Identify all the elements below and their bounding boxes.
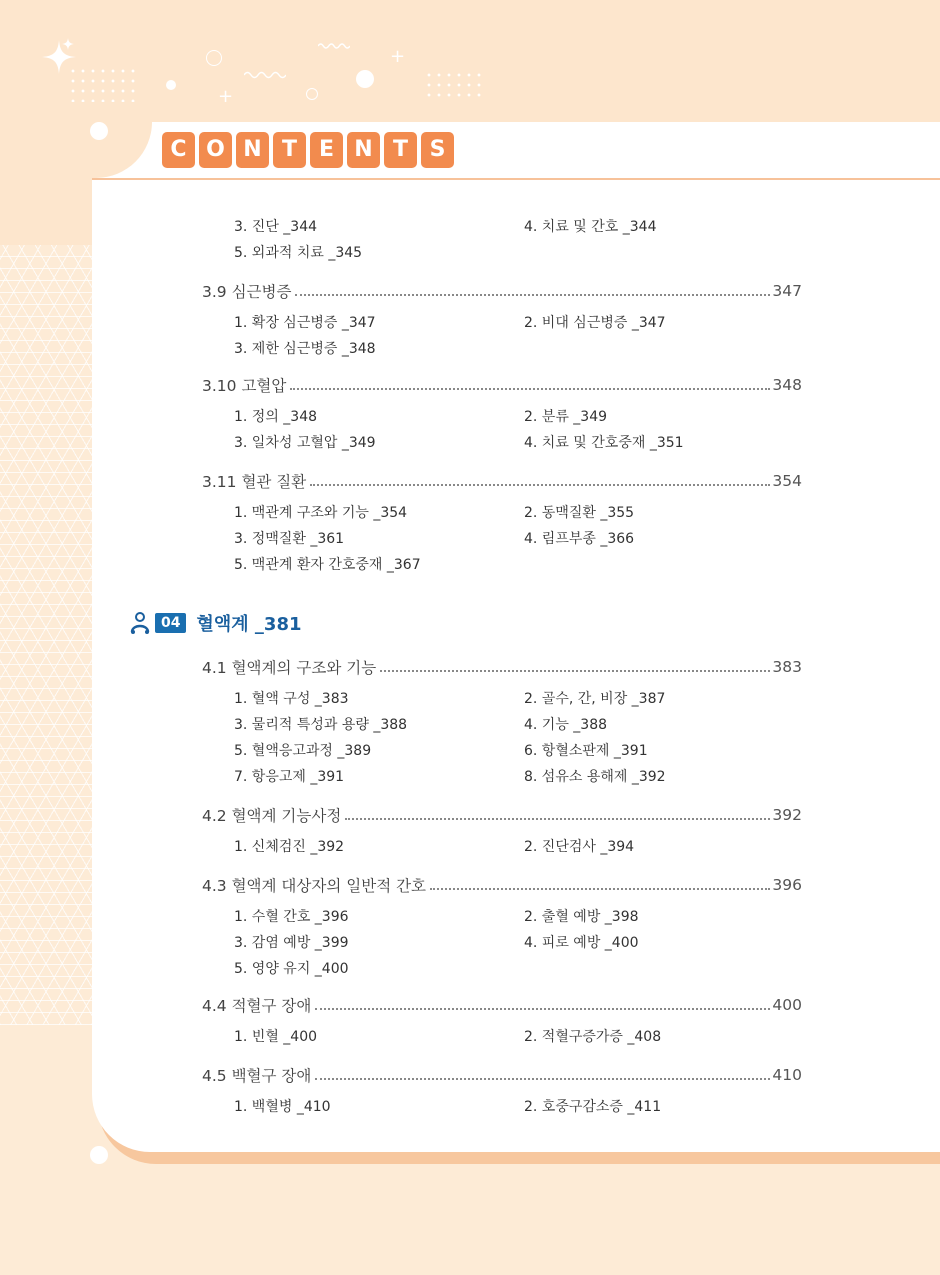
plus-icon: +: [218, 86, 234, 107]
page-title: [162, 132, 454, 168]
toc-item[interactable]: 5. 영양 유지 _400: [234, 961, 349, 977]
dot-leader: [315, 1078, 770, 1080]
chapter-number-badge: 04: [155, 613, 186, 633]
toc-item[interactable]: 1. 신체검진 _392: [234, 839, 345, 855]
toc-item[interactable]: 1. 정의 _348: [234, 409, 318, 425]
ring-decoration: [206, 50, 222, 66]
dot-leader: [315, 1008, 770, 1010]
toc-item[interactable]: 4. 림프부종 _366: [524, 531, 635, 547]
toc-item[interactable]: 3. 진단 _344: [234, 219, 318, 235]
toc-item[interactable]: 1. 맥관계 구조와 기능 _354: [234, 505, 408, 521]
toc-item[interactable]: 4. 치료 및 간호중재 _351: [524, 435, 684, 451]
toc-section-heading[interactable]: [202, 994, 802, 1016]
wave-decoration: [318, 42, 350, 50]
section-page: 347: [772, 282, 802, 300]
section-page: 392: [772, 806, 802, 824]
title-letter: T: [273, 132, 306, 168]
dot-grid-decoration: [424, 70, 486, 102]
toc-item[interactable]: 4. 치료 및 간호 _344: [524, 219, 657, 235]
chapter-heading[interactable]: [130, 610, 302, 636]
section-page: 383: [772, 658, 802, 676]
plus-icon: +: [390, 46, 406, 67]
dot-leader: [295, 294, 770, 296]
dot-leader: [310, 484, 770, 486]
toc-item[interactable]: 2. 진단검사 _394: [524, 839, 635, 855]
section-title: 4.4 적혈구 장애: [202, 997, 312, 1015]
toc-item[interactable]: 3. 물리적 특성과 용량 _388: [234, 717, 408, 733]
section-title: 4.3 혈액계 대상자의 일반적 간호: [202, 877, 427, 895]
toc-item[interactable]: 8. 섬유소 용해제 _392: [524, 769, 666, 785]
toc-item[interactable]: 2. 분류 _349: [524, 409, 608, 425]
dot-grid-decoration: [68, 66, 140, 102]
toc-item[interactable]: 1. 혈액 구성 _383: [234, 691, 349, 707]
toc-item[interactable]: 1. 수혈 간호 _396: [234, 909, 349, 925]
dot-decoration: [356, 70, 374, 88]
section-title: 3.10 고혈압: [202, 377, 287, 395]
toc-item[interactable]: 1. 확장 심근병증 _347: [234, 315, 376, 331]
toc-item[interactable]: 5. 맥관계 환자 간호중재 _367: [234, 557, 421, 573]
title-letter: C: [162, 132, 195, 168]
toc-item[interactable]: 7. 항응고제 _391: [234, 769, 345, 785]
section-page: 348: [772, 376, 802, 394]
dot-leader: [290, 388, 770, 390]
toc-item[interactable]: 2. 적혈구증가증 _408: [524, 1029, 662, 1045]
side-pattern-strip: [0, 245, 92, 1025]
title-letter: N: [236, 132, 269, 168]
section-page: 354: [772, 472, 802, 490]
toc-item[interactable]: 3. 감염 예방 _399: [234, 935, 349, 951]
section-page: 410: [772, 1066, 802, 1084]
dot-decoration: [166, 80, 176, 90]
dot-leader: [430, 888, 770, 890]
toc-item[interactable]: 1. 백혈병 _410: [234, 1099, 331, 1115]
wave-decoration: [244, 70, 286, 80]
toc-item[interactable]: 2. 동맥질환 _355: [524, 505, 635, 521]
toc-item[interactable]: 3. 제한 심근병증 _348: [234, 341, 376, 357]
section-title: 4.1 혈액계의 구조와 기능: [202, 659, 377, 677]
dot-leader: [380, 670, 770, 672]
header-divider: [92, 178, 940, 180]
title-letter: E: [310, 132, 343, 168]
toc-item[interactable]: 4. 피로 예방 _400: [524, 935, 639, 951]
toc-section-heading[interactable]: [202, 1064, 802, 1086]
toc-item[interactable]: 3. 일차성 고혈압 _349: [234, 435, 376, 451]
title-letter: T: [384, 132, 417, 168]
toc-section-heading[interactable]: [202, 374, 802, 396]
toc-section-heading[interactable]: [202, 656, 802, 678]
person-icon: [130, 612, 150, 634]
title-letter: O: [199, 132, 232, 168]
toc-item[interactable]: 1. 빈혈 _400: [234, 1029, 318, 1045]
title-letter: N: [347, 132, 380, 168]
toc-section-heading[interactable]: [202, 280, 802, 302]
title-letter: S: [421, 132, 454, 168]
section-page: 396: [772, 876, 802, 894]
dot-decoration: [90, 122, 108, 140]
section-title: 4.2 혈액계 기능사정: [202, 807, 342, 825]
toc-item[interactable]: 6. 항혈소판제 _391: [524, 743, 648, 759]
toc-item[interactable]: 2. 골수, 간, 비장 _387: [524, 691, 666, 707]
chapter-title: 혈액계 _381: [196, 614, 302, 635]
section-page: 400: [772, 996, 802, 1014]
toc-item[interactable]: 2. 비대 심근병증 _347: [524, 315, 666, 331]
section-title: 3.11 혈관 질환: [202, 473, 307, 491]
ring-decoration: [306, 88, 318, 100]
toc-section-heading[interactable]: [202, 874, 802, 896]
toc-section-heading[interactable]: [202, 804, 802, 826]
toc-item[interactable]: 2. 호중구감소증 _411: [524, 1099, 662, 1115]
small-sparkle-icon: [62, 38, 74, 50]
toc-section-heading[interactable]: [202, 470, 802, 492]
toc-item[interactable]: 5. 혈액응고과정 _389: [234, 743, 372, 759]
dot-leader: [345, 818, 770, 820]
section-title: 3.9 심근병증: [202, 283, 292, 301]
section-title: 4.5 백혈구 장애: [202, 1067, 312, 1085]
dot-decoration: [90, 1146, 108, 1164]
toc-item[interactable]: 3. 정맥질환 _361: [234, 531, 345, 547]
toc-item[interactable]: 4. 기능 _388: [524, 717, 608, 733]
toc-item[interactable]: 5. 외과적 치료 _345: [234, 245, 363, 261]
toc-item[interactable]: 2. 출혈 예방 _398: [524, 909, 639, 925]
